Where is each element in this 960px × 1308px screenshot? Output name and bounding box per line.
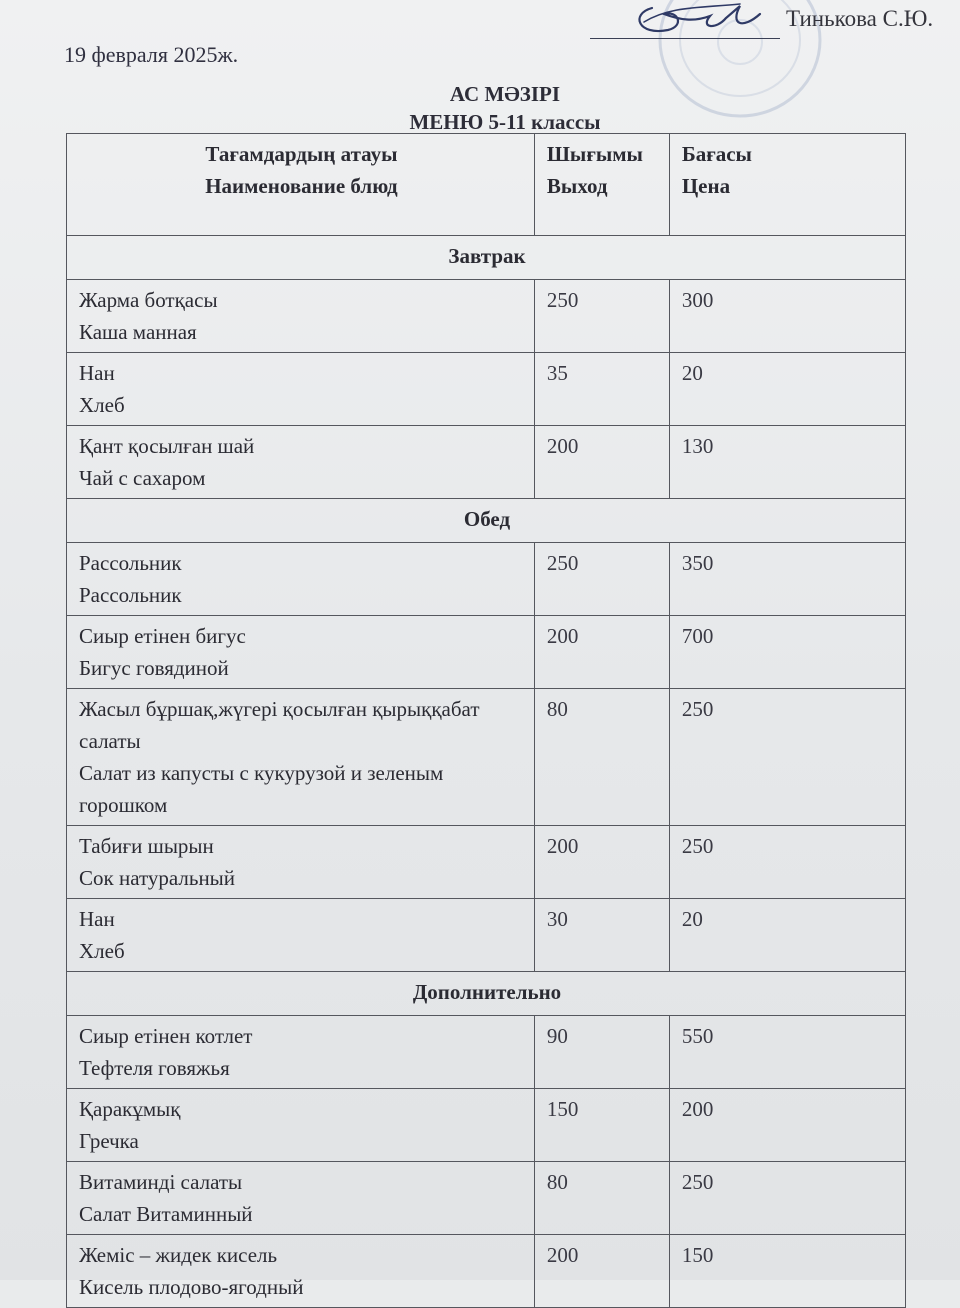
dish-output: 200 xyxy=(534,1235,669,1308)
dish-output: 200 xyxy=(534,616,669,689)
table-row xyxy=(67,1016,906,1089)
menu-title-ru: МЕНЮ 5-11 классы xyxy=(409,110,601,134)
dish-name: Витаминді салаты Салат Витаминный xyxy=(67,1162,535,1235)
dish-name: Қаракұмық Гречка xyxy=(67,1089,535,1162)
menu-table xyxy=(66,133,906,1308)
dish-name: Нан Хлеб xyxy=(67,353,535,426)
dish-price: 130 xyxy=(669,426,905,499)
dish-price: 20 xyxy=(669,899,905,972)
dish-name: Сиыр етінен бигус Бигус говядиной xyxy=(67,616,535,689)
table-row xyxy=(67,616,906,689)
dish-output: 90 xyxy=(534,1016,669,1089)
dish-output: 30 xyxy=(534,899,669,972)
section-header: Дополнительно xyxy=(67,972,906,1016)
table-row xyxy=(67,426,906,499)
table-row xyxy=(67,1235,906,1308)
dish-price: 350 xyxy=(669,543,905,616)
dish-name: Нан Хлеб xyxy=(67,899,535,972)
dish-price: 250 xyxy=(669,689,905,826)
dish-price: 250 xyxy=(669,826,905,899)
table-row xyxy=(67,1089,906,1162)
section-header: Завтрак xyxy=(67,236,906,280)
dish-price: 150 xyxy=(669,1235,905,1308)
dish-output: 200 xyxy=(534,826,669,899)
dish-price: 20 xyxy=(669,353,905,426)
dish-name: Табиғи шырын Сок натуральный xyxy=(67,826,535,899)
dish-price: 550 xyxy=(669,1016,905,1089)
dish-name: Сиыр етінен котлет Тефтеля говяжья xyxy=(67,1016,535,1089)
section-extra xyxy=(67,972,906,1308)
dish-price: 700 xyxy=(669,616,905,689)
table-row xyxy=(67,543,906,616)
dish-name: Қант қосылған шай Чай с сахаром xyxy=(67,426,535,499)
table-row xyxy=(67,353,906,426)
table-header-row xyxy=(67,134,906,236)
dish-output: 250 xyxy=(534,280,669,353)
column-header-output: Шығымы Выход xyxy=(534,134,669,236)
table-row xyxy=(67,689,906,826)
dish-output: 80 xyxy=(534,689,669,826)
dish-output: 80 xyxy=(534,1162,669,1235)
signature-line xyxy=(590,38,780,39)
dish-output: 35 xyxy=(534,353,669,426)
section-header: Обед xyxy=(67,499,906,543)
menu-date: 19 февраля 2025ж. xyxy=(64,42,239,67)
table-row xyxy=(67,826,906,899)
dish-name: Жасыл бұршақ,жүгері қосылған қырыққабат салаты Салат из капусты с кукурузой и зеленым горошком xyxy=(67,689,535,826)
dish-output: 150 xyxy=(534,1089,669,1162)
column-header-name: Тағамдардың атауы Наименование блюд xyxy=(67,134,535,236)
table-row xyxy=(67,1162,906,1235)
dish-name: Жарма ботқасы Каша манная xyxy=(67,280,535,353)
dish-price: 200 xyxy=(669,1089,905,1162)
dish-price: 250 xyxy=(669,1162,905,1235)
dish-output: 200 xyxy=(534,426,669,499)
dish-name: Рассольник Рассольник xyxy=(67,543,535,616)
dish-name: Жеміс – жидек кисель Кисель плодово-ягодный xyxy=(67,1235,535,1308)
dish-output: 250 xyxy=(534,543,669,616)
column-header-price: Бағасы Цена xyxy=(669,134,905,236)
section-breakfast xyxy=(67,236,906,499)
dish-price: 300 xyxy=(669,280,905,353)
signer-name: Тинькова С.Ю. xyxy=(786,6,934,31)
section-lunch xyxy=(67,499,906,972)
table-row xyxy=(67,280,906,353)
table-row xyxy=(67,899,906,972)
menu-title-kz: АС МӘЗІРІ xyxy=(449,82,561,106)
